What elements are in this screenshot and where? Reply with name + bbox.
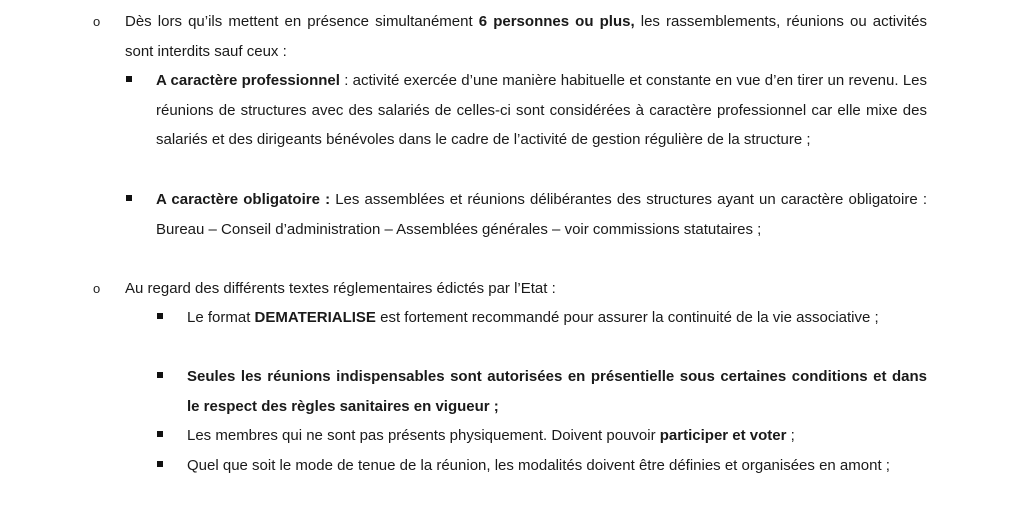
circle-bullet-icon: o (93, 14, 101, 29)
square-bullet-icon (157, 461, 163, 467)
square-bullet-icon (157, 313, 163, 319)
square-bullet-icon (126, 195, 132, 201)
paragraph-gathering-limit: Dès lors qu’ils mettent en présence simultanément 6 personnes ou plus, les rassemblements, réunions ou activités sont interdits sauf ceux : (125, 13, 927, 60)
list-item-remote-members: Les membres qui ne sont pas présents physiquement. Doivent pouvoir participer et voter ; (187, 427, 795, 444)
square-bullet-icon (157, 372, 163, 378)
square-bullet-icon (126, 76, 132, 82)
circle-bullet-icon: o (93, 281, 101, 296)
list-item-professional: A caractère professionnel : activité exercée d’une manière habituelle et constante en vue d’en tirer un revenu. Les réunions de structures avec des salariés de celles-ci sont considérées à caractère professionnel car elle mixe des salariés et des dirigeants bénévoles dans le cadre de l’activité de gestion régulière de la structure ; (156, 72, 928, 149)
square-bullet-icon (157, 431, 163, 437)
list-item-meeting-modalities: Quel que soit le mode de tenue de la réunion, les modalités doivent être définies et organisées en amont ; (187, 457, 890, 474)
paragraph-regulations: Au regard des différents textes réglementaires édictés par l’Etat : (125, 280, 556, 297)
list-item-mandatory: A caractère obligatoire : Les assemblées et réunions délibérantes des structures ayant un caractère obligatoire : Bureau – Conseil d’administration – Assemblées générales – voir commissions statutaires ; (156, 191, 927, 238)
list-item-dematerialise: Le format DEMATERIALISE est fortement recommandé pour assurer la continuité de la vie associative ; (187, 309, 879, 326)
list-item-essential-meetings: Seules les réunions indispensables sont autorisées en présentielle sous certaines conditions et dans le respect des règles sanitaires en vigueur ; (187, 368, 927, 415)
